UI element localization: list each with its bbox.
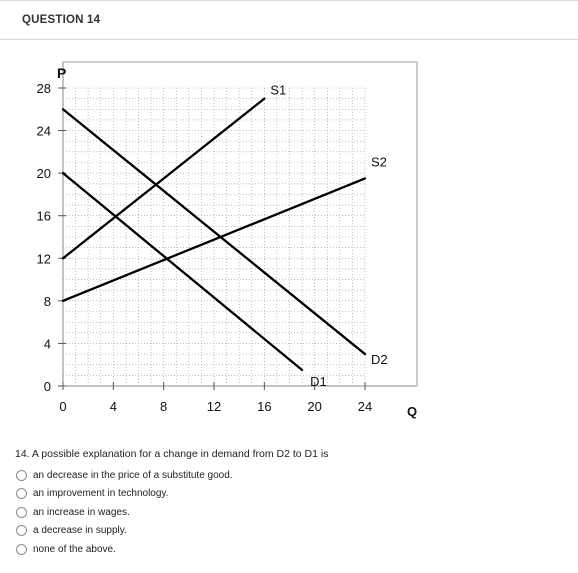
- question-header: [0, 0, 578, 40]
- answer-option-4[interactable]: [16, 522, 233, 541]
- y-tick-label: 0: [43, 379, 51, 394]
- question-text: 14. A possible explanation for a change in demand from D2 to D1 is: [15, 448, 329, 460]
- radio-button[interactable]: [16, 470, 27, 481]
- chart-axes: [58, 62, 417, 390]
- chart-svg: [0, 40, 578, 430]
- y-tick-label: 4: [43, 336, 51, 352]
- answer-label[interactable]: an decrease in the price of a substitute good.: [33, 469, 233, 481]
- y-tick-label: 28: [36, 81, 51, 96]
- x-tick-label: 24: [357, 399, 373, 414]
- x-tick-label: 12: [206, 399, 222, 414]
- radio-button[interactable]: [16, 544, 27, 555]
- top-divider: [0, 0, 578, 1]
- answer-option-2[interactable]: [16, 485, 233, 504]
- y-tick-label: 8: [43, 293, 51, 309]
- answer-label[interactable]: an improvement in technology.: [33, 488, 169, 500]
- series-line-d1: [63, 173, 302, 370]
- answer-options: [16, 466, 233, 559]
- radio-button[interactable]: [16, 488, 27, 499]
- answer-label[interactable]: an increase in wages.: [33, 506, 130, 518]
- radio-button[interactable]: [16, 507, 27, 518]
- series-line-s1: [63, 99, 264, 259]
- chart-grid: [63, 88, 365, 386]
- y-tick-label: 16: [36, 208, 51, 224]
- answer-option-5[interactable]: [16, 540, 233, 559]
- series-line-d2: [63, 109, 365, 354]
- answer-option-1[interactable]: [16, 466, 233, 485]
- answer-label[interactable]: a decrease in supply.: [33, 525, 127, 537]
- x-tick-label: 4: [109, 399, 117, 414]
- x-tick-label: 16: [257, 399, 272, 414]
- x-tick-label: 8: [160, 399, 168, 414]
- series-label-d1: D1: [310, 374, 327, 390]
- supply-demand-chart: [0, 40, 578, 430]
- series-label-s2: S2: [371, 154, 387, 170]
- y-tick-label: 12: [36, 251, 51, 267]
- question-title: QUESTION 14: [22, 14, 101, 26]
- y-axis-label: P: [57, 65, 67, 81]
- chart-lines: [63, 99, 365, 370]
- x-tick-label: 20: [307, 399, 322, 414]
- series-label-d2: D2: [371, 352, 388, 368]
- x-tick-label: 0: [59, 399, 67, 414]
- radio-button[interactable]: [16, 525, 27, 536]
- answer-label[interactable]: none of the above.: [33, 543, 116, 555]
- y-tick-label: 24: [36, 123, 51, 139]
- y-tick-label: 20: [36, 166, 51, 182]
- answer-option-3[interactable]: [16, 503, 233, 522]
- series-label-s1: S1: [270, 82, 287, 98]
- x-axis-label: Q: [407, 404, 418, 419]
